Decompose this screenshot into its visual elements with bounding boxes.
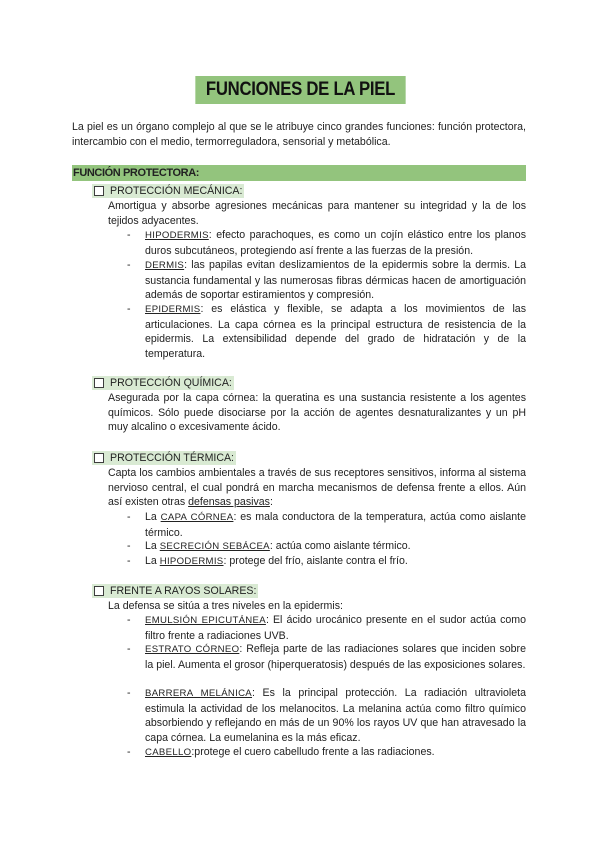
mecanica-text: Amortigua y absorbe agresiones mecánicas para mantener su integridad y la de los tejidos adyacentes. [108,200,526,227]
bullet-dash: - [127,687,131,699]
bullet-dash: - [127,643,131,655]
subheading-quimica [92,376,234,390]
bullet-dash: - [127,540,131,552]
subheading-quimica-label: PROTECCIÓN QUÍMICA: [110,377,232,389]
title-wrapper [0,76,600,104]
item-text: :protege el cuero cabelludo frente a las radiaciones. [191,746,435,758]
bullet-dash: - [127,555,131,567]
item-text: : es elástica y flexible, se adapta a los movimientos de las articulaciones. La capa córnea es la principal estructura de resistencia de la epidermis. La extensibilidad depende del grado de hidratación y de la temperatura. [145,303,526,360]
intro-paragraph: La piel es un órgano complejo al que se le atribuye cinco grandes funciones: función protectora, intercambio con el medio, termorreguladora, sensorial y metabólica. [72,121,526,148]
item-pre: La [145,511,161,523]
term: HIPODERMIS [159,556,224,567]
item-pre: La [145,555,160,567]
page-title: FUNCIONES DE LA PIEL [195,76,405,104]
solares-text: La defensa se sitúa a tres niveles en la epidermis: [108,600,343,612]
bullet-dash: - [127,746,131,758]
term: EPIDERMIS [145,304,201,315]
item-text: : Es la principal protección. La radiación ultravioleta estimula la actividad de los melanocitos. La melanina actúa como filtro químico absorbiendo y reflejando en más de un 90% los rayos UV que han atravesado la capa córnea. La eumelanina es la más eficaz. [145,687,526,744]
termica-text-b: : [269,496,273,509]
term: SECRECIÓN SEBÁCEA [159,541,270,552]
defensas-pasivas: defensas pasivas [188,496,270,509]
subheading-solares-label: FRENTE A RAYOS SOLARES: [110,585,257,597]
item-text: : Refleja parte de las radiaciones solares que inciden sobre la piel. Aumenta el grosor (hiperqueratosis) después de las exposiciones solares. [145,643,526,671]
checkbox-icon [94,586,104,596]
bullet-dash: - [127,259,131,271]
termica-text [108,466,526,510]
subheading-mecanica-label: PROTECCIÓN MECÁNICA: [110,185,243,197]
term: ESTRATO CÓRNEO [145,644,240,655]
term: DERMIS [145,260,185,271]
term: EMULSIÓN EPICUTÁNEA [145,615,266,626]
termica-text-a: Capta los cambios ambientales a través de sus receptores sensitivos, informa al sistema nervioso central, el cual pondrá en marcha mecanismos de defensa frente a ellos. Aún así existen otras [108,467,526,509]
bullet-dash: - [127,511,131,523]
item-text: : El ácido urocánico presente en el sudor actúa como filtro frente a radiaciones UVB. [145,614,526,642]
checkbox-icon [94,186,104,196]
subheading-termica-label: PROTECCIÓN TÉRMICA: [110,452,234,464]
quimica-text: Asegurada por la capa córnea: la queratina es una sustancia resistente a los agentes químicos. Sólo puede disociarse por la acción de agentes desnaturalizantes y un pH muy alcalino o excesivamente ácido. [108,392,526,434]
checkbox-icon [94,453,104,463]
item-text: : es mala conductora de la temperatura, actúa como aislante térmico. [145,511,526,539]
item-text: : las papilas evitan deslizamientos de la epidermis sobre la dermis. La sustancia fundamental y las numerosas fibras dérmicas hacen de amortiguación además de soportar estiramientos y compresión. [145,259,526,302]
term: BARRERA MELÁNICA [145,688,253,699]
checkbox-icon [94,378,104,388]
bullet-dash: - [127,229,131,241]
item-text: : efecto parachoques, es como un cojín elástico entre los planos duros subcutáneos, protegiendo así frente a las fuerzas de la presión. [145,229,526,257]
subheading-termica [92,451,236,465]
item-text: : actúa como aislante térmico. [269,540,411,552]
subheading-solares [92,584,258,598]
bullet-dash: - [127,303,131,315]
bullet-dash: - [127,614,131,626]
subheading-mecanica [92,184,244,198]
term: CAPA CÓRNEA [160,512,234,523]
term: CABELLO [145,747,192,758]
item-text: : protege del frío, aislante contra el frío. [223,555,408,567]
section-heading-protectora: FUNCIÓN PROTECTORA: [72,165,526,181]
term: HIPODERMIS [145,230,209,241]
item-pre: La [145,540,160,552]
